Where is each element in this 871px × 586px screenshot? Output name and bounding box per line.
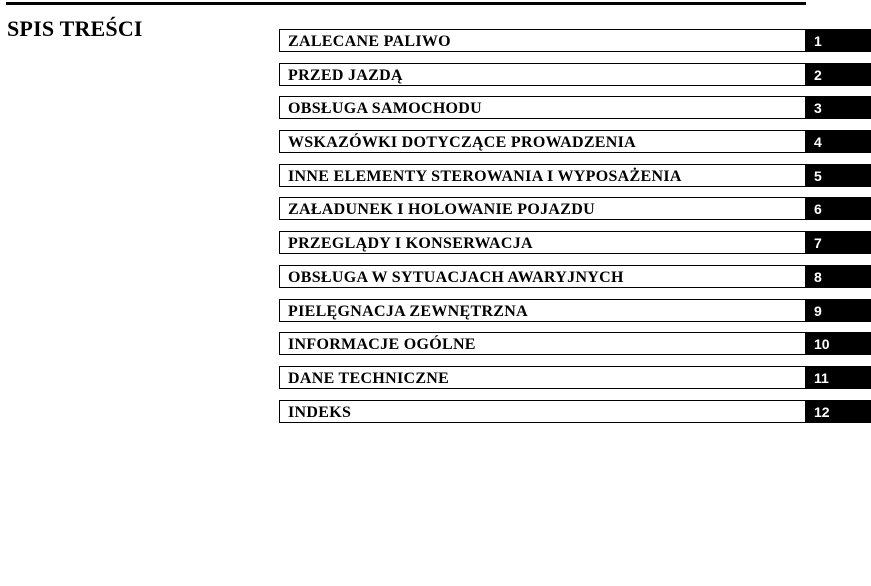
toc-entry-title: PRZED JAZDĄ: [288, 66, 403, 84]
chapter-number: 5: [814, 167, 822, 184]
toc-entry-box: [279, 265, 806, 288]
chapter-tab[interactable]: [806, 197, 871, 220]
chapter-tab[interactable]: [806, 332, 871, 355]
toc-entry-title: DANE TECHNICZNE: [288, 369, 450, 387]
chapter-tab[interactable]: [806, 366, 871, 389]
chapter-number: 3: [814, 100, 822, 117]
toc-entry-1[interactable]: [279, 29, 871, 52]
chapter-number: 4: [814, 134, 822, 151]
toc-entry-title: WSKAZÓWKI DOTYCZĄCE PROWADZENIA: [288, 134, 637, 152]
chapter-number: 8: [814, 268, 822, 285]
toc-entry-5[interactable]: [279, 164, 871, 187]
chapter-number: 2: [814, 66, 822, 83]
toc-entry-box: [279, 96, 806, 119]
chapter-number: 9: [814, 302, 822, 319]
toc-entry-title: ZALECANE PALIWO: [288, 33, 451, 50]
chapter-number: 10: [814, 336, 830, 353]
toc-entry-box: [279, 366, 806, 389]
chapter-tab[interactable]: [806, 231, 871, 254]
toc-entry-title: INDEKS: [288, 403, 352, 421]
toc-entry-12[interactable]: [279, 400, 871, 423]
toc-entry-7[interactable]: [279, 231, 871, 254]
chapter-tab[interactable]: [806, 400, 871, 423]
chapter-number: 1: [814, 33, 822, 49]
toc-entry-6[interactable]: [279, 197, 871, 220]
toc-entry-box: [279, 130, 806, 153]
toc-entry-box: [279, 231, 806, 254]
toc-entry-title: PRZEGLĄDY I KONSERWACJA: [288, 235, 533, 253]
toc-entry-3[interactable]: [279, 96, 871, 119]
chapter-tab[interactable]: [806, 299, 871, 322]
toc-entry-2[interactable]: [279, 63, 871, 86]
toc-entry-10[interactable]: [279, 332, 871, 355]
chapter-number: 6: [814, 201, 822, 218]
toc-entry-title: INNE ELEMENTY STEROWANIA I WYPOSAŻENIA: [288, 167, 682, 185]
toc-entry-box: [279, 299, 806, 322]
chapter-number: 7: [814, 235, 822, 252]
toc-entry-box: [279, 63, 806, 86]
top-rule: [6, 2, 806, 5]
table-of-contents: [279, 29, 871, 433]
chapter-tab[interactable]: [806, 164, 871, 187]
chapter-tab[interactable]: [806, 29, 871, 52]
toc-entry-box: [279, 164, 806, 187]
toc-entry-box: [279, 332, 806, 355]
toc-entry-box: [279, 197, 806, 220]
toc-entry-11[interactable]: [279, 366, 871, 389]
toc-entry-8[interactable]: [279, 265, 871, 288]
toc-entry-box: [279, 29, 806, 52]
page-title: SPIS TREŚCI: [7, 16, 143, 41]
chapter-tab[interactable]: [806, 265, 871, 288]
toc-entry-title: ZAŁADUNEK I HOLOWANIE POJAZDU: [288, 201, 595, 219]
toc-entry-title: PIELĘGNACJA ZEWNĘTRZNA: [288, 302, 528, 320]
toc-entry-title: OBSŁUGA SAMOCHODU: [288, 100, 483, 118]
toc-entry-title: INFORMACJE OGÓLNE: [288, 336, 476, 354]
chapter-tab[interactable]: [806, 96, 871, 119]
toc-entry-9[interactable]: [279, 299, 871, 322]
chapter-number: 11: [814, 369, 829, 386]
chapter-tab[interactable]: [806, 130, 871, 153]
toc-entry-title: OBSŁUGA W SYTUACJACH AWARYJNYCH: [288, 268, 624, 286]
chapter-number: 12: [814, 403, 830, 420]
toc-entry-box: [279, 400, 806, 423]
chapter-tab[interactable]: [806, 63, 871, 86]
toc-entry-4[interactable]: [279, 130, 871, 153]
